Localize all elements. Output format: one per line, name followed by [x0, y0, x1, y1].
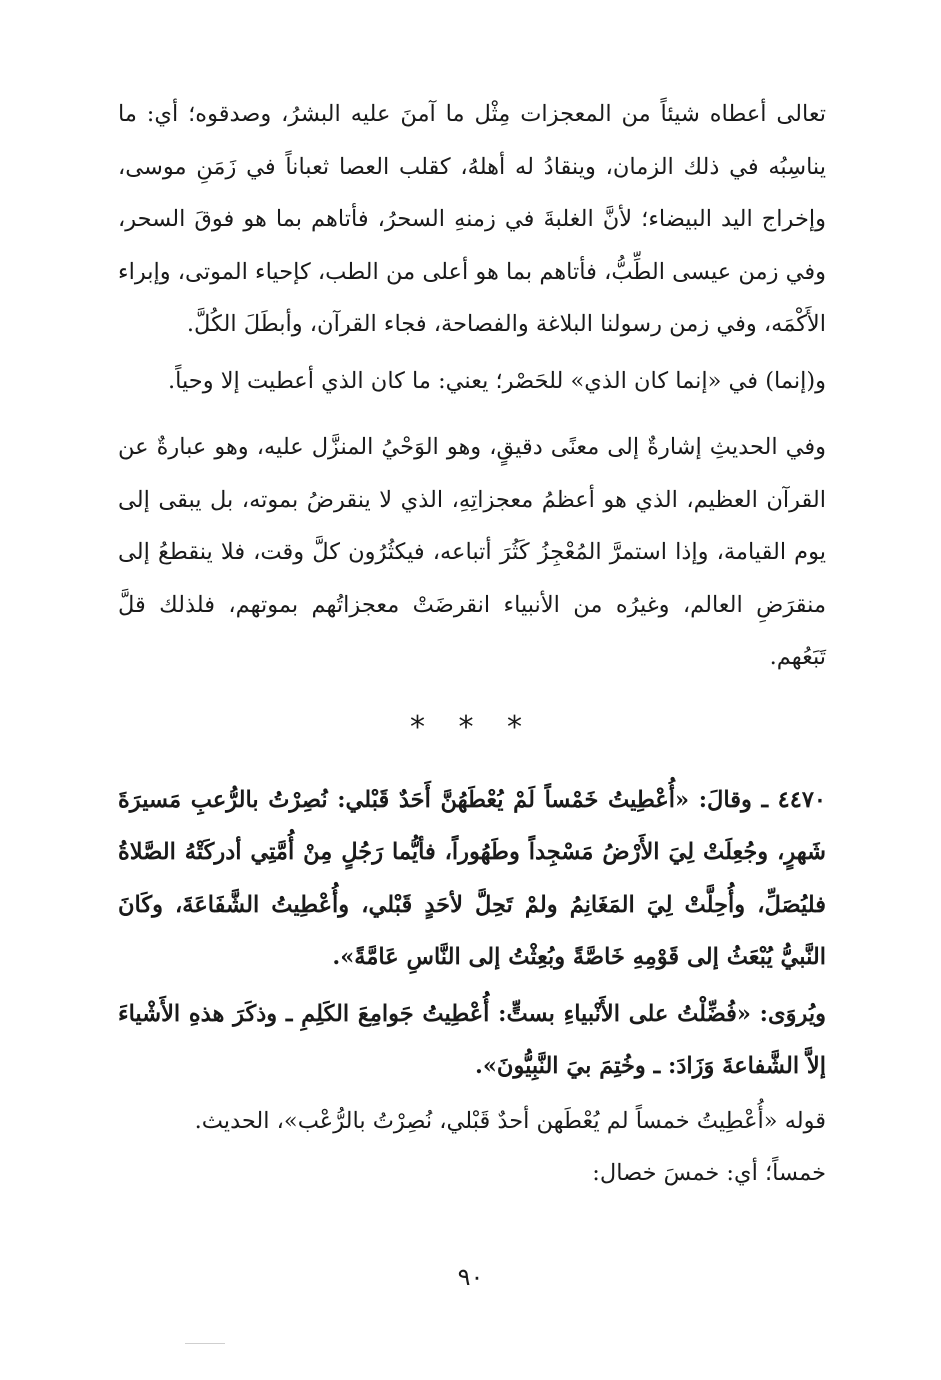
- paragraph-commentary-2: و(إنما) في «إنما كان الذي» للحَصْر؛ يعني: ما كان الذي أعطيت إلا وحياً.: [167, 367, 826, 394]
- commentary-line-1: قوله «أُعْطِيتُ خمساً لم يُعْطَهن أحدٌ قَبْلي، نُصِرْتُ بالرُّعْب»، الحديث.: [194, 1107, 826, 1134]
- paragraph-commentary-1: تعالى أعطاه شيئاً من المعجزات مِثْل ما آمنَ عليه البشرُ، وصدقوه؛ أي: ما يناسِبُه في ذلك الزمان، وينقادُ له أهلهُ، كقلب العصا ثعباناً في زَمَنِ موسى، وإخراج اليد البيضاء؛ لأنَّ الغلبةَ في زمنهِ السحرُ، فأتاهم بما هو فوقَ السحر، وفي زمن عيسى الطِّبُّ، فأتاهم بما هو أعلى من الطب، كإحياء الموتى، وإبراء الأَكْمَه، وفي زمن رسولنا البلاغة والفصاحة، فجاء القرآن، وأبطَلَ الكُلَّ.: [118, 101, 826, 337]
- paragraph-commentary-3: وفي الحديثِ إشارةٌ إلى معنًى دقيقٍ، وهو الوَحْيُ المنزَّل عليه، وهو عبارةٌ عن القرآن العظيم، الذي هو أعظمُ معجزاتِهِ، الذي لا ينقرضُ بموته، بل يبقى إلى يوم القيامة، وإذا استمرَّ المُعْجِزُ كَثُرَ أتباعه، فيكثُرُون كلَّ وقت، فلا ينقطعُ إلى منقرَضِ العالم، وغيرُه من الأنبياء انقرضَتْ معجزاتُهم بموتهم، فلذلك قلَّ تَبَعُهم.: [118, 434, 826, 670]
- hadith-variant: ويُروَى: «فُضِّلْتُ على الأَنْبياءِ بستٍّ: أُعْطِيتُ جَوامِعَ الكَلِمِ ـ وذكَرَ هذهِ الأَشْياءَ إلاَّ الشَّفاعةَ وَزَادَ: ـ وخُتِمَ بيَ النَّبِيُّونَ».: [118, 1000, 826, 1079]
- hadith-text: ٤٤٧٠ ـ وقالَ: «أُعْطِيتُ خَمْساً لَمْ يُعْطَهُنَّ أَحَدٌ قَبْلي: نُصِرْتُ بالرُّعبِ مَسيرَةَ شَهرٍ، وجُعِلَتْ لِيَ الأَرْضُ مَسْجِداً وطَهُوراً، فأيُّما رَجُلٍ مِنْ أُمَّتِي أدركَتْهُ الصَّلاةُ فليُصَلِّ، وأُحِلَّتْ لِيَ المَغَانِمُ ولمْ تَحِلَّ لأحَدٍ قَبْلي، وأُعْطِيتُ الشَّفَاعَةَ، وكَانَ النَّبيُّ يُبْعَثُ إلى قَوْمِهِ خَاصَّةً وبُعِثْتُ إلى النَّاسِ عَامَّةً».: [118, 786, 826, 970]
- page-number: ٩٠: [457, 1263, 484, 1291]
- scan-artifact-line: [185, 1343, 225, 1344]
- commentary-line-2: خمساً؛ أي: خمسَ خصال:: [592, 1160, 826, 1186]
- section-divider: * * *: [409, 709, 535, 745]
- page-body: [118, 88, 826, 1200]
